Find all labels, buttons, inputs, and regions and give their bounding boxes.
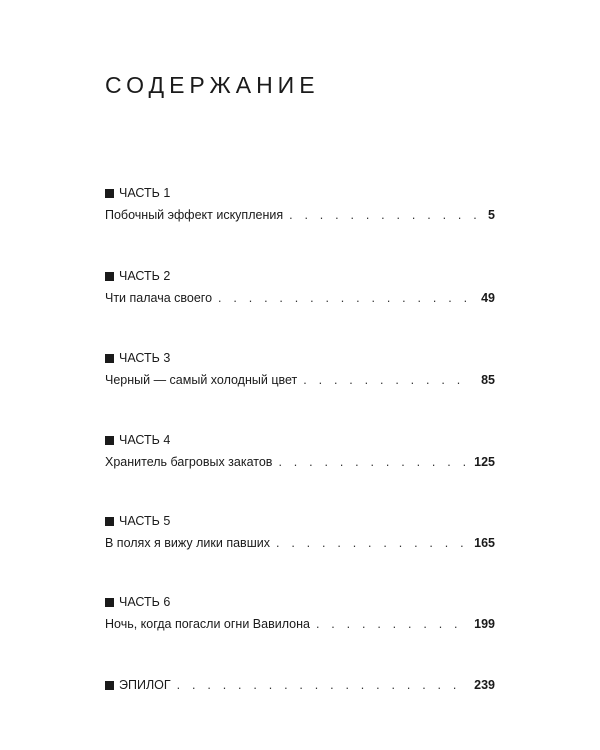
chapter-line[interactable] (105, 616, 495, 633)
chapter-title: Хранитель багровых закатов (105, 455, 273, 469)
chapter-title: В полях я вижу лики павших (105, 536, 270, 550)
dot-leader (177, 677, 466, 694)
chapter-line[interactable] (105, 372, 495, 389)
toc-entry (105, 268, 495, 307)
dot-leader (303, 372, 473, 389)
part-heading (105, 513, 495, 529)
page-number: 85 (481, 373, 495, 387)
chapter-title: Побочный эффект искупления (105, 208, 284, 222)
toc-entry (105, 185, 495, 224)
page-title: СОДЕРЖАНИЕ (105, 72, 320, 98)
chapter-title: Чти палача своего (105, 291, 213, 305)
square-bullet-icon (105, 272, 114, 281)
dot-leader (289, 207, 480, 224)
chapter-title: Черный — самый холодный цвет (105, 373, 298, 387)
page-number: 49 (481, 291, 495, 305)
dot-leader (316, 616, 466, 633)
part-label: ЧАСТЬ 6 (119, 595, 171, 609)
part-label: ЧАСТЬ 5 (119, 514, 171, 528)
part-label: ЧАСТЬ 4 (119, 433, 171, 447)
square-bullet-icon (105, 517, 114, 526)
page-number: 125 (474, 455, 495, 469)
chapter-line[interactable] (105, 454, 495, 471)
part-label: ЧАСТЬ 1 (119, 186, 171, 200)
part-heading (105, 268, 495, 284)
part-heading (105, 594, 495, 610)
page-number: 199 (474, 617, 495, 631)
part-heading (105, 350, 495, 366)
square-bullet-icon (105, 436, 114, 445)
page-number: 239 (474, 678, 495, 692)
page-number: 5 (488, 208, 495, 222)
square-bullet-icon (105, 598, 114, 607)
dot-leader (218, 290, 473, 307)
dot-leader (276, 535, 466, 552)
square-bullet-icon (105, 681, 114, 690)
toc-entry (105, 350, 495, 389)
chapter-line[interactable] (105, 535, 495, 552)
epilogue-line[interactable] (105, 677, 495, 694)
dot-leader (278, 454, 466, 471)
part-heading (105, 185, 495, 201)
toc-entry (105, 594, 495, 633)
part-label: ЧАСТЬ 2 (119, 269, 171, 283)
toc-entry (105, 432, 495, 471)
square-bullet-icon (105, 189, 114, 198)
page-number: 165 (474, 536, 495, 550)
epilogue-title: ЭПИЛОГ (119, 678, 171, 692)
chapter-line[interactable] (105, 207, 495, 224)
chapter-title: Ночь, когда погасли огни Вавилона (105, 617, 310, 631)
toc-entry-epilogue (105, 677, 495, 694)
part-label: ЧАСТЬ 3 (119, 351, 171, 365)
part-heading (105, 432, 495, 448)
chapter-line[interactable] (105, 290, 495, 307)
toc-entry (105, 513, 495, 552)
square-bullet-icon (105, 354, 114, 363)
